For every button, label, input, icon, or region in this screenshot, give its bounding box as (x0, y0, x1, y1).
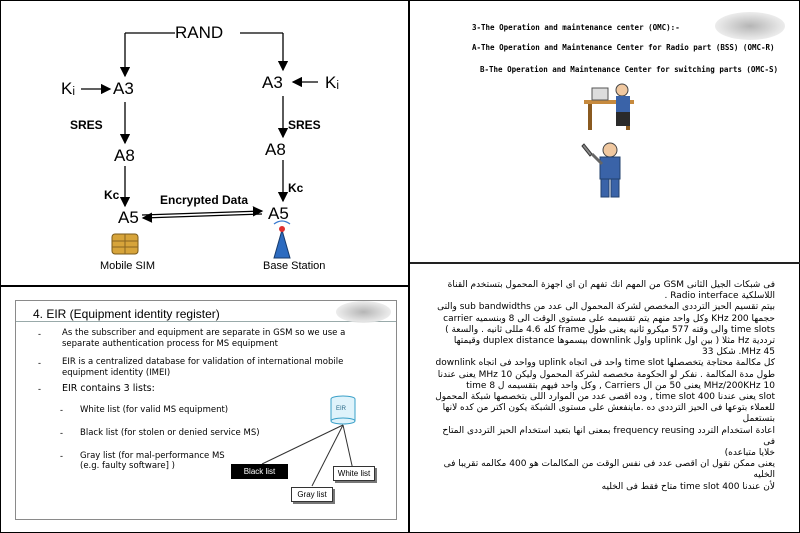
white-list-item: White list (for valid MS equipment) (80, 405, 229, 415)
bullet-dash: - (38, 329, 41, 339)
slide-decoration (715, 12, 785, 40)
omc-item-b: B-The Operation and Maintenance Center for switching parts (OMC-S) (480, 65, 779, 74)
arabic-line: اعادة استخدام التردد frequency reusing بمعنى انها بتعيد استخدام الحيز الترددى المتاح فى (442, 425, 775, 447)
ki-right-label: Kᵢ (325, 73, 340, 92)
rand-label: RAND (175, 23, 224, 42)
arabic-line: 45 MHz. شكل 33 (702, 347, 775, 358)
authentication-diagram (50, 18, 350, 278)
arabic-line: يعنى ممكن نقول ان اقصى عدد فى نفس الوقت من المكالمات هو 400 مكالمه تقريبا فى الخليه (443, 459, 775, 481)
arabic-line: slot يعنى عندنا 400 time slot , وده اقصى عدد من الموارد اللى بتخصصها شبكة المحمول (435, 392, 775, 403)
arabic-line: اللاسلكية Radio interface . (664, 291, 775, 302)
eir-tree-lines (0, 290, 400, 520)
kc-right-label: Kc (288, 181, 304, 195)
diagram-arrows (50, 18, 350, 278)
bullet-dash: - (60, 451, 63, 461)
mobile-sim-label: Mobile SIM (100, 260, 156, 272)
left-horizontal-divider (0, 285, 410, 287)
gray-list-box: Gray list (291, 487, 333, 502)
arabic-paragraph (430, 280, 775, 493)
a8-right-label: A8 (265, 140, 286, 159)
eir-bullet-1: As the subscriber and equipment are separate in GSM so we use a separate authentication process for MS equipment (62, 328, 346, 349)
a5-right-label: A5 (268, 204, 289, 223)
arabic-line: طول مدة المكالمة . نفكر لو الحكومة مخصصه لشركة المحمول وليكن 10 MHz يعنى عندنا (437, 369, 775, 380)
arabic-line: حجمها 200 KHz وكل واحد منهم يتم تقسيمه على مستوى الوقت الى 8 وبنسميه carrier (443, 313, 775, 324)
a8-left-label: A8 (114, 146, 135, 165)
right-horizontal-divider (410, 262, 800, 264)
eir-db-label: EIR (336, 406, 347, 412)
arabic-line: 10 MHz/200KHz يعنى 50 من ال Carriers , وكل واحد فيهم بتقسيمه ل 8 time (466, 380, 775, 391)
bullet-dash: - (60, 405, 63, 415)
black-list-box: Black list (231, 464, 288, 479)
bullet-dash: - (38, 358, 41, 368)
arabic-line: لأن عندنا 400 time slot متاح فقط فى الخليه (601, 481, 775, 492)
technician-at-desk-icon (578, 80, 648, 140)
arabic-line: خلايا متباعده) (724, 448, 775, 459)
arabic-line: time slots والى وقته 577 ميكرو ثانيه يعنى طول frame كله 4.6 مللى ثانيه . والسعة ) (445, 324, 775, 335)
eir-bullet-3: EIR contains 3 lists: (62, 383, 155, 394)
bullet-dash: - (60, 428, 63, 438)
sres-left-label: SRES (70, 118, 103, 132)
arabic-line: بيتم تقسيم الحيز الترددى المخصص لشركة المحمول الى عدد من sub bandwidths والتى (437, 302, 775, 313)
ki-left-label: Kᵢ (61, 79, 76, 98)
arabic-line: ترددية Hz مثلا ( بين اول uplink واول downlink بيسموها duplex distance وقيمتها (453, 336, 775, 347)
omc-heading: 3-The Operation and maintenance center (OMC):- (472, 23, 680, 32)
bullet-dash: - (38, 384, 41, 394)
black-list-item: Black list (for stolen or denied service MS) (80, 428, 260, 438)
mechanic-with-wrench-icon (580, 140, 630, 200)
vertical-divider (408, 0, 410, 533)
a3-left-label: A3 (113, 79, 134, 98)
kc-left-label: Kc (104, 188, 120, 202)
base-station-label: Base Station (263, 260, 326, 272)
encrypted-data-label: Encrypted Data (160, 193, 249, 207)
white-list-box: White list (333, 466, 375, 481)
gray-list-item: Gray list (for mal-performance MS (e.g. faulty software] ) (80, 451, 225, 471)
arabic-line: كل مكالمة محتاجة يتخصصلها time slot واحد فى اتجاه uplink وواحد فى اتجاه downlink (435, 358, 775, 369)
a5-left-label: A5 (118, 208, 139, 227)
arabic-line: فى شبكات الجيل الثانى GSM من المهم انك تفهم ان اى اجهزة المحمول بتستخدم القناة (447, 280, 775, 290)
omc-item-a: A-The Operation and Maintenance Center for Radio part (BSS) (OMC-R) (472, 43, 775, 52)
eir-bullet-2: EIR is a centralized database for validation of international mobile equipment identity (IMEI) (62, 357, 344, 378)
sres-right-label: SRES (288, 118, 321, 132)
arabic-line: للعملاء بتوعها فى الحيز الترددى ده .ماينفعش على مستوى الشبكة يكون اكتر من كده لانها بتستعمل (442, 403, 775, 425)
a3-right-label: A3 (262, 73, 283, 92)
eir-title: 4. EIR (Equipment identity register) (33, 307, 220, 321)
